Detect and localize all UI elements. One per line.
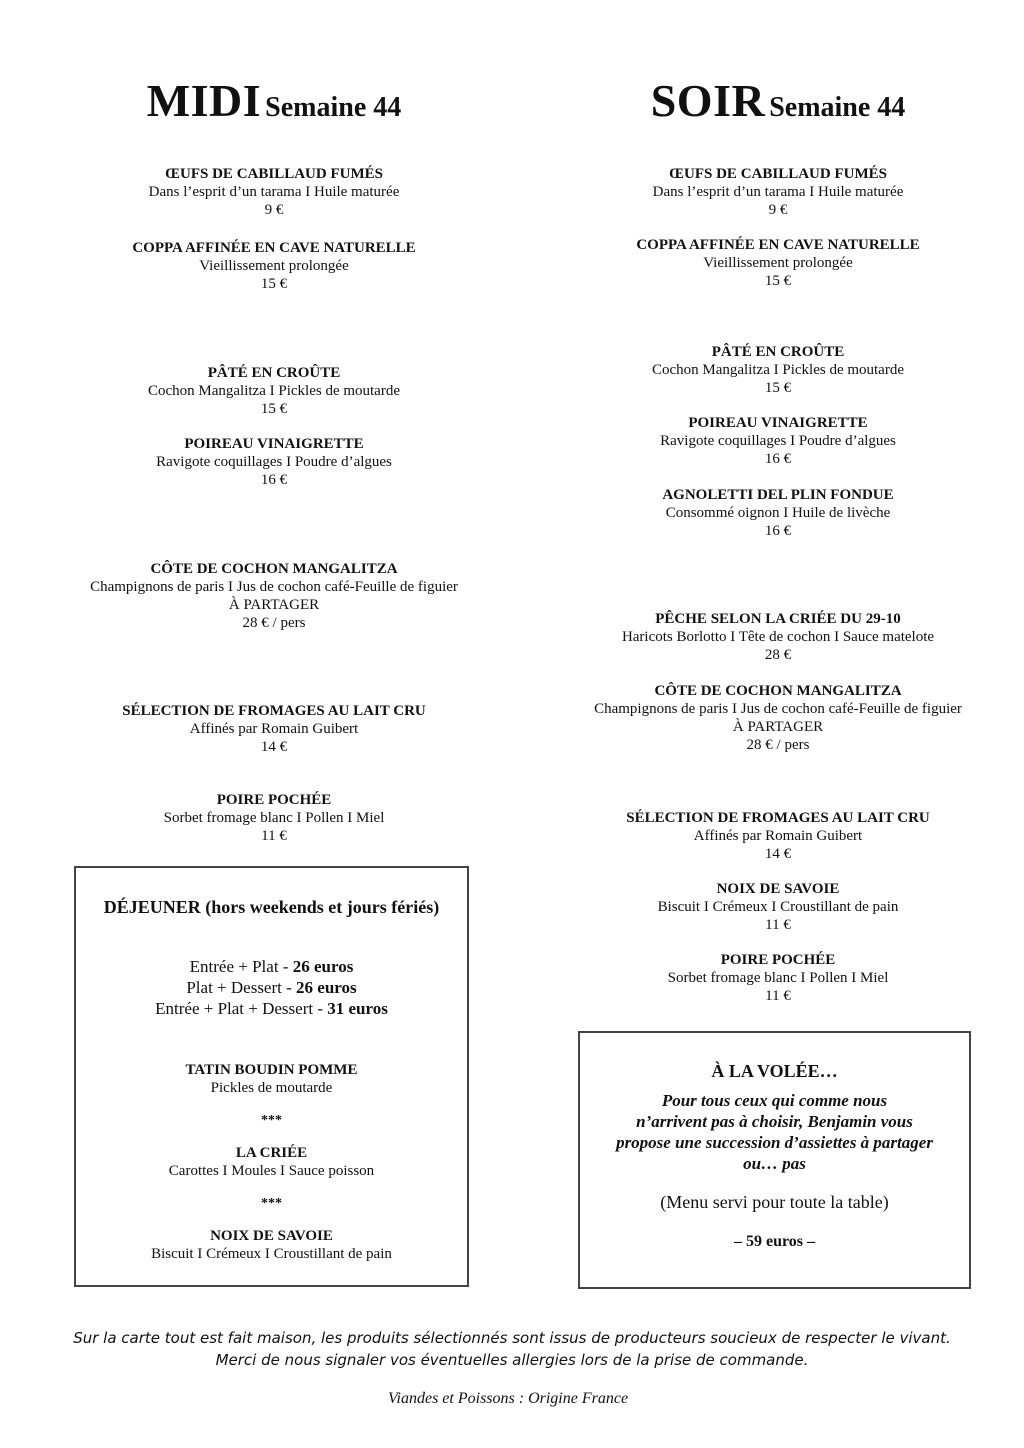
menu-item — [578, 951, 978, 1005]
item-price: 15 € — [260, 276, 288, 292]
separator: *** — [261, 1196, 282, 1211]
item-name: PÊCHE SELON LA CRIÉE DU 29-10 — [655, 611, 901, 627]
item-desc: Affinés par Romain Guibert — [693, 828, 863, 844]
item-price: 11 € — [765, 988, 791, 1004]
volee-price: – 59 euros – — [733, 1233, 816, 1250]
midi-heading — [74, 75, 474, 126]
item-price: 11 € — [261, 828, 287, 844]
midi-title: MIDI — [146, 75, 262, 126]
item-desc: Ravigote coquillages I Poudre d’algues — [156, 454, 392, 470]
item-desc: Haricots Borlotto I Tête de cochon I Sauce matelote — [621, 629, 935, 645]
menu-item — [578, 610, 978, 664]
item-name: POIREAU VINAIGRETTE — [688, 415, 868, 431]
item-price: 16 € — [764, 451, 792, 467]
menu-item — [74, 791, 474, 845]
item-desc: Dans l’esprit d’un tarama I Huile maturée — [148, 184, 400, 200]
item-desc: Champignons de paris I Jus de cochon café-Feuille de figuier — [90, 579, 458, 595]
menu-item — [578, 880, 978, 934]
dejeuner-dish: NOIX DE SAVOIE Biscuit I Crémeux I Croustillant de pain — [151, 1228, 392, 1262]
menu-item — [578, 236, 978, 290]
item-name: NOIX DE SAVOIE — [716, 881, 840, 897]
menu-item — [578, 165, 978, 219]
dejeuner-title: DÉJEUNER (hors weekends et jours fériés) — [103, 897, 440, 917]
menu-item — [74, 702, 474, 756]
item-name: POIRE POCHÉE — [720, 952, 836, 968]
menu-item — [74, 239, 474, 293]
item-price: 14 € — [764, 846, 792, 862]
menu-item — [578, 809, 978, 863]
soir-title: SOIR — [650, 75, 766, 126]
item-desc: Ravigote coquillages I Poudre d’algues — [660, 433, 896, 449]
menu-item — [74, 560, 474, 632]
menu-item — [578, 414, 978, 468]
menu-item — [578, 486, 978, 540]
item-name: COPPA AFFINÉE EN CAVE NATURELLE — [132, 240, 416, 256]
item-price: 14 € — [260, 739, 288, 755]
menu-item — [74, 165, 474, 219]
item-desc: Consommé oignon I Huile de livèche — [665, 505, 891, 521]
item-desc: Champignons de paris I Jus de cochon café-Feuille de figuier — [594, 701, 962, 717]
item-price: 28 € / pers — [242, 615, 306, 631]
dejeuner-dish: TATIN BOUDIN POMME Pickles de moutarde — [185, 1062, 358, 1096]
separator: *** — [261, 1113, 282, 1128]
midi-week: Semaine 44 — [265, 92, 402, 123]
item-desc: Sorbet fromage blanc I Pollen I Miel — [163, 810, 385, 826]
item-desc: Cochon Mangalitza I Pickles de moutarde — [651, 362, 904, 378]
menu-item — [74, 435, 474, 489]
item-name: CÔTE DE COCHON MANGALITZA — [654, 683, 902, 699]
volee-box — [578, 1031, 971, 1289]
item-name: PÂTÉ EN CROÛTE — [711, 344, 845, 360]
soir-heading — [578, 75, 978, 126]
item-price: 15 € — [764, 273, 792, 289]
menu-item — [578, 343, 978, 397]
item-name: AGNOLETTI DEL PLIN FONDUE — [662, 487, 894, 503]
item-name: SÉLECTION DE FROMAGES AU LAIT CRU — [626, 810, 930, 826]
dejeuner-dish: LA CRIÉE Carottes I Moules I Sauce poisson — [168, 1145, 375, 1179]
volee-note: (Menu servi pour toute la table) — [660, 1192, 889, 1212]
item-price: 15 € — [260, 401, 288, 417]
item-desc: Dans l’esprit d’un tarama I Huile maturée — [652, 184, 904, 200]
item-price: 9 € — [264, 202, 284, 218]
soir-week: Semaine 44 — [769, 92, 906, 123]
origin-notice: Viandes et Poissons : Origine France — [387, 1390, 629, 1407]
footer-line-1: Sur la carte tout est fait maison, les produits sélectionnés sont issus de producteurs soucieux de respecter le vivant. — [73, 1329, 951, 1347]
item-extra: À PARTAGER — [228, 597, 320, 613]
item-desc: Cochon Mangalitza I Pickles de moutarde — [147, 383, 400, 399]
item-name: ŒUFS DE CABILLAUD FUMÉS — [165, 166, 383, 182]
volee-title: À LA VOLÉE… — [711, 1061, 838, 1081]
footer-line-2: Merci de nous signaler vos éventuelles allergies lors de la prise de commande. — [215, 1351, 809, 1369]
item-price: 11 € — [765, 917, 791, 933]
item-name: COPPA AFFINÉE EN CAVE NATURELLE — [636, 237, 920, 253]
menu-item — [74, 364, 474, 418]
item-price: 16 € — [764, 523, 792, 539]
item-name: POIREAU VINAIGRETTE — [184, 436, 364, 452]
item-extra: À PARTAGER — [732, 719, 824, 735]
footer-notice — [0, 1327, 1024, 1371]
item-desc: Affinés par Romain Guibert — [189, 721, 359, 737]
item-desc: Vieillissement prolongée — [199, 258, 349, 274]
item-price: 9 € — [768, 202, 788, 218]
item-desc: Biscuit I Crémeux I Croustillant de pain — [657, 899, 899, 915]
formula-line: Plat + Dessert - 26 euros — [186, 978, 357, 997]
formula-list — [76, 956, 467, 1019]
item-name: PÂTÉ EN CROÛTE — [207, 365, 341, 381]
item-name: POIRE POCHÉE — [216, 792, 332, 808]
menu-item — [578, 682, 978, 754]
formula-line: Entrée + Plat + Dessert - 31 euros — [155, 999, 388, 1018]
item-price: 28 € — [764, 647, 792, 663]
formula-line: Entrée + Plat - 26 euros — [189, 957, 354, 976]
volee-description: Pour tous ceux qui comme nous n’arrivent pas à choisir, Benjamin vous propose une succession d’assiettes à partager ou… pas — [616, 1091, 933, 1173]
item-desc: Sorbet fromage blanc I Pollen I Miel — [667, 970, 889, 986]
item-price: 15 € — [764, 380, 792, 396]
item-name: SÉLECTION DE FROMAGES AU LAIT CRU — [122, 703, 426, 719]
dejeuner-box — [74, 866, 469, 1287]
item-name: ŒUFS DE CABILLAUD FUMÉS — [669, 166, 887, 182]
item-name: CÔTE DE COCHON MANGALITZA — [150, 561, 398, 577]
item-desc: Vieillissement prolongée — [703, 255, 853, 271]
item-price: 28 € / pers — [746, 737, 810, 753]
item-price: 16 € — [260, 472, 288, 488]
